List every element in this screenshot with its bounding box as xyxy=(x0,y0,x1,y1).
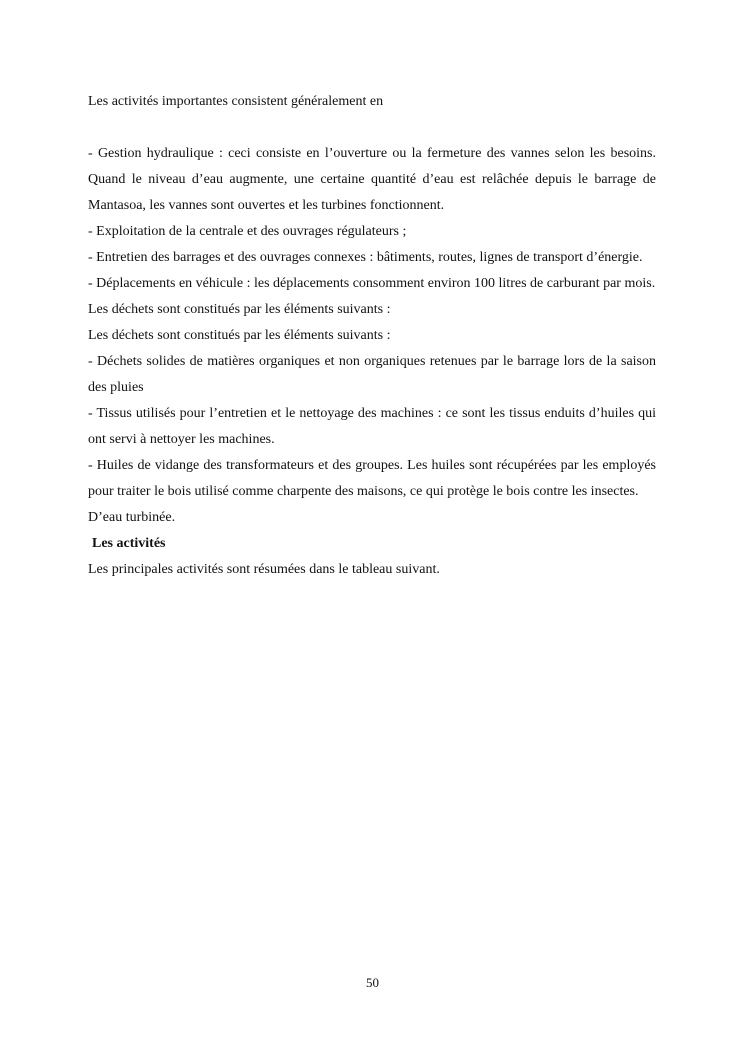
paragraph-dechets-intro-repeat: Les déchets sont constitués par les éléments suivants : xyxy=(88,328,391,343)
closing-paragraph: Les principales activités sont résumées dans le tableau suivant. xyxy=(88,562,440,577)
page-number: 50 xyxy=(366,975,379,990)
paragraph-deplacements: - Déplacements en véhicule : les déplacements consomment environ 100 litres de carburant par mois. xyxy=(88,276,656,291)
paragraph-dechets-intro: Les déchets sont constitués par les éléments suivants : xyxy=(88,302,391,317)
intro-block xyxy=(88,89,656,115)
paragraph-exploitation: - Exploitation de la centrale et des ouvrages régulateurs ; xyxy=(88,224,407,239)
paragraph-gestion-hydraulique: - Gestion hydraulique : ceci consiste en l’ouverture ou la fermeture des vannes selon les besoins. Quand le niveau d’eau augmente, une certaine quantité d’eau est relâchée depuis le barrage de Mantasoa, les vannes sont ouvertes et les turbines fonctionnent. xyxy=(88,146,656,213)
body-text xyxy=(88,141,656,583)
paragraph-tissus: - Tissus utilisés pour l’entretien et le nettoyage des machines : ce sont les tissus enduits d’huiles qui ont servi à nettoyer les machines. xyxy=(88,406,656,447)
paragraph-entretien: - Entretien des barrages et des ouvrages connexes : bâtiments, routes, lignes de transport d’énergie. xyxy=(88,250,643,265)
section-heading: Les activités xyxy=(92,536,166,551)
paragraph-eau-turbinee: D’eau turbinée. xyxy=(88,510,176,525)
paragraph-huiles: - Huiles de vidange des transformateurs et des groupes. Les huiles sont récupérées par les employés pour traiter le bois utilisé comme charpente des maisons, ce qui protège le bois contre les insectes. xyxy=(88,458,656,499)
paragraph-dechets-solides: - Déchets solides de matières organiques et non organiques retenues par le barrage lors de la saison des pluies xyxy=(88,354,656,395)
intro-paragraph: Les activités importantes consistent généralement en xyxy=(88,94,384,109)
